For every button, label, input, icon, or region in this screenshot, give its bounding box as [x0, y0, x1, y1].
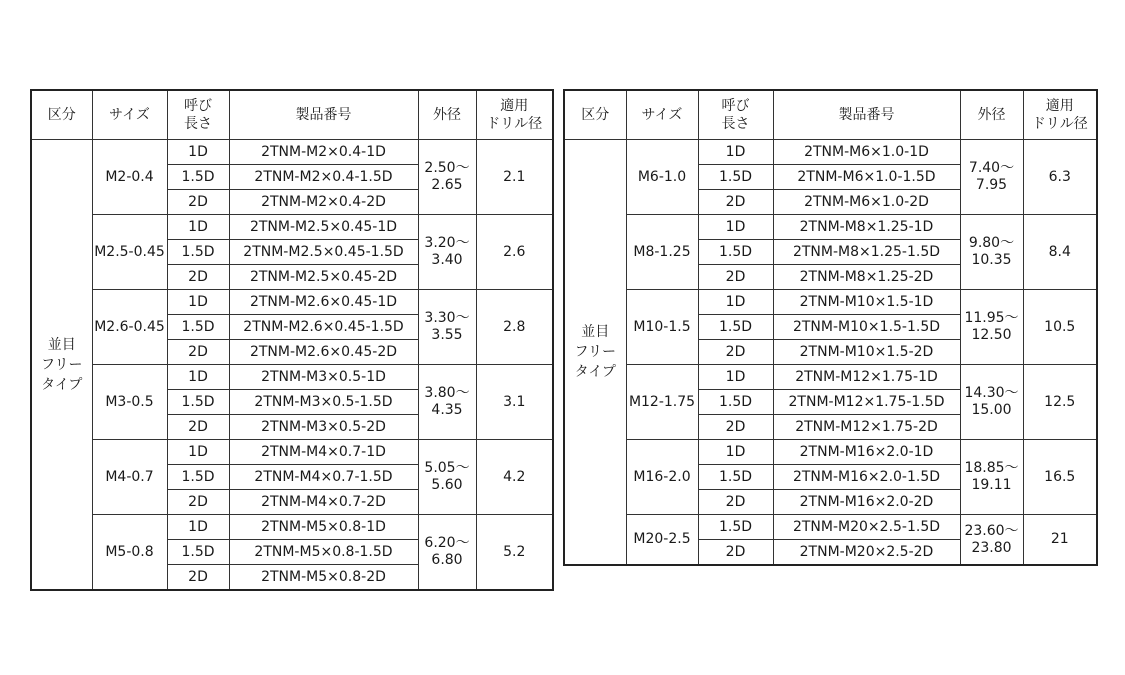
- outer-diameter-cell: [418, 290, 476, 365]
- outer-diameter-cell: [418, 365, 476, 440]
- product-number-cell: 2TNM-M12×1.75-1D: [773, 365, 960, 390]
- product-number-cell: 2TNM-M3×0.5-1.5D: [229, 390, 418, 415]
- size-cell: M5-0.8: [92, 515, 167, 591]
- outer-diameter-line: 3.80～: [424, 385, 470, 401]
- length-cell: 1.5D: [167, 240, 229, 265]
- category-line: 並目: [47, 336, 76, 353]
- outer-diameter-cell: [418, 515, 476, 591]
- product-number-cell: 2TNM-M4×0.7-1D: [229, 440, 418, 465]
- product-number-cell: 2TNM-M4×0.7-1.5D: [229, 465, 418, 490]
- product-number-cell: 2TNM-M6×1.0-1.5D: [773, 165, 960, 190]
- header-yobi-line2: 長さ: [721, 116, 750, 132]
- product-number-cell: 2TNM-M6×1.0-1D: [773, 140, 960, 165]
- product-number-cell: 2TNM-M2.6×0.45-1.5D: [229, 315, 418, 340]
- drill-diameter-cell: 4.2: [476, 440, 553, 515]
- length-cell: 1D: [698, 290, 773, 315]
- outer-diameter-cell: [960, 440, 1023, 515]
- drill-diameter-cell: 16.5: [1023, 440, 1097, 515]
- drill-diameter-cell: 2.6: [476, 215, 553, 290]
- outer-diameter-line: 3.55: [431, 327, 463, 343]
- length-cell: 1.5D: [167, 315, 229, 340]
- length-cell: 1D: [698, 140, 773, 165]
- spec-table-right: [563, 89, 1098, 566]
- outer-diameter-line: 14.30～: [964, 385, 1019, 401]
- length-cell: 1.5D: [698, 315, 773, 340]
- size-cell: M16-2.0: [626, 440, 698, 515]
- table-row: [31, 515, 553, 540]
- table-row: [564, 515, 1097, 540]
- outer-diameter-line: 2.65: [431, 177, 463, 193]
- outer-diameter-cell: [960, 365, 1023, 440]
- length-cell: 2D: [698, 340, 773, 365]
- product-number-cell: 2TNM-M5×0.8-2D: [229, 565, 418, 591]
- outer-diameter-line: 5.60: [431, 477, 463, 493]
- outer-diameter-line: 3.40: [431, 252, 463, 268]
- outer-diameter-line: 7.95: [975, 177, 1008, 193]
- outer-diameter-cell: [418, 215, 476, 290]
- product-number-cell: 2TNM-M12×1.75-1.5D: [773, 390, 960, 415]
- product-number-cell: 2TNM-M2.5×0.45-1D: [229, 215, 418, 240]
- header-outer-diameter: 外径: [960, 90, 1023, 140]
- category-line: 並目: [581, 324, 610, 340]
- product-number-cell: 2TNM-M2.5×0.45-1.5D: [229, 240, 418, 265]
- length-cell: 2D: [698, 540, 773, 566]
- product-number-cell: 2TNM-M20×2.5-2D: [773, 540, 960, 566]
- size-cell: M4-0.7: [92, 440, 167, 515]
- header-product-number: 製品番号: [229, 90, 418, 140]
- table-row: [564, 140, 1097, 165]
- length-cell: 1.5D: [167, 390, 229, 415]
- category-cell: [564, 140, 626, 566]
- outer-diameter-cell: [418, 440, 476, 515]
- header-yobi-length: [167, 90, 229, 140]
- length-cell: 1.5D: [698, 515, 773, 540]
- header-product-number: 製品番号: [773, 90, 960, 140]
- length-cell: 1D: [167, 365, 229, 390]
- outer-diameter-line: 23.80: [971, 539, 1012, 556]
- header-size: サイズ: [626, 90, 698, 140]
- table-row: [31, 440, 553, 465]
- table-row: [564, 290, 1097, 315]
- product-number-cell: 2TNM-M2×0.4-1D: [229, 140, 418, 165]
- header-drill-line2: ドリル径: [1031, 116, 1088, 132]
- length-cell: 2D: [698, 265, 773, 290]
- category-line: タイプ: [574, 364, 616, 380]
- length-cell: 1D: [167, 290, 229, 315]
- size-cell: M8-1.25: [626, 215, 698, 290]
- header-yobi-line1: 呼び: [721, 98, 750, 114]
- length-cell: 1.5D: [167, 165, 229, 190]
- product-number-cell: 2TNM-M8×1.25-1D: [773, 215, 960, 240]
- length-cell: 2D: [167, 190, 229, 215]
- product-number-cell: 2TNM-M2.5×0.45-2D: [229, 265, 418, 290]
- header-yobi-length: [698, 90, 773, 140]
- length-cell: 1D: [167, 515, 229, 540]
- length-cell: 1D: [698, 440, 773, 465]
- header-outer-diameter: 外径: [418, 90, 476, 140]
- table-header-row: [564, 90, 1097, 140]
- length-cell: 2D: [167, 565, 229, 591]
- length-cell: 1D: [167, 215, 229, 240]
- table-row: [31, 290, 553, 315]
- length-cell: 1D: [167, 140, 229, 165]
- outer-diameter-line: 7.40～: [968, 160, 1015, 176]
- size-cell: M2-0.4: [92, 140, 167, 215]
- size-cell: M2.5-0.45: [92, 215, 167, 290]
- drill-diameter-cell: 5.2: [476, 515, 553, 591]
- table-row: [31, 140, 553, 165]
- product-number-cell: 2TNM-M6×1.0-2D: [773, 190, 960, 215]
- length-cell: 2D: [167, 490, 229, 515]
- category-cell: [31, 140, 92, 591]
- outer-diameter-line: 6.20～: [424, 535, 470, 551]
- drill-diameter-cell: 12.5: [1023, 365, 1097, 440]
- product-number-cell: 2TNM-M10×1.5-1.5D: [773, 315, 960, 340]
- size-cell: M10-1.5: [626, 290, 698, 365]
- drill-diameter-cell: 2.1: [476, 140, 553, 215]
- table-row: [564, 215, 1097, 240]
- size-cell: M20-2.5: [626, 515, 698, 566]
- length-cell: 2D: [167, 340, 229, 365]
- product-number-cell: 2TNM-M20×2.5-1.5D: [773, 515, 960, 540]
- category-line: フリー: [41, 356, 83, 373]
- product-number-cell: 2TNM-M3×0.5-2D: [229, 415, 418, 440]
- header-yobi-line1: 呼び: [184, 98, 212, 114]
- outer-diameter-cell: [960, 215, 1023, 290]
- table-row: [564, 365, 1097, 390]
- category-line: タイプ: [41, 376, 83, 393]
- product-number-cell: 2TNM-M8×1.25-1.5D: [773, 240, 960, 265]
- length-cell: 1D: [698, 365, 773, 390]
- product-number-cell: 2TNM-M10×1.5-2D: [773, 340, 960, 365]
- header-yobi-line2: 長さ: [184, 116, 212, 132]
- drill-diameter-cell: 2.8: [476, 290, 553, 365]
- outer-diameter-line: 12.50: [971, 327, 1012, 343]
- outer-diameter-line: 11.95～: [964, 310, 1019, 326]
- outer-diameter-cell: [960, 515, 1023, 566]
- product-number-cell: 2TNM-M16×2.0-1D: [773, 440, 960, 465]
- length-cell: 2D: [698, 190, 773, 215]
- length-cell: 2D: [167, 415, 229, 440]
- header-size: サイズ: [92, 90, 167, 140]
- table-body: [31, 90, 553, 590]
- spec-table-left: [30, 89, 554, 591]
- drill-diameter-cell: 10.5: [1023, 290, 1097, 365]
- length-cell: 2D: [167, 265, 229, 290]
- outer-diameter-line: 3.20～: [424, 235, 470, 251]
- product-number-cell: 2TNM-M8×1.25-2D: [773, 265, 960, 290]
- category-line: フリー: [574, 344, 616, 360]
- length-cell: 1.5D: [167, 465, 229, 490]
- length-cell: 1.5D: [698, 390, 773, 415]
- outer-diameter-line: 10.35: [971, 252, 1012, 268]
- length-cell: 1.5D: [698, 240, 773, 265]
- outer-diameter-cell: [960, 140, 1023, 215]
- product-number-cell: 2TNM-M2.6×0.45-2D: [229, 340, 418, 365]
- length-cell: 1D: [167, 440, 229, 465]
- header-drill-diameter: [1023, 90, 1097, 140]
- product-number-cell: 2TNM-M16×2.0-1.5D: [773, 465, 960, 490]
- outer-diameter-cell: [418, 140, 476, 215]
- length-cell: 1.5D: [698, 465, 773, 490]
- header-drill-diameter: [476, 90, 553, 140]
- size-cell: M6-1.0: [626, 140, 698, 215]
- outer-diameter-line: 15.00: [971, 402, 1012, 418]
- header-kubun: 区分: [31, 90, 92, 140]
- product-number-cell: 2TNM-M3×0.5-1D: [229, 365, 418, 390]
- length-cell: 2D: [698, 415, 773, 440]
- drill-diameter-cell: 21: [1023, 515, 1097, 566]
- outer-diameter-line: 5.05～: [424, 460, 470, 476]
- product-number-cell: 2TNM-M2×0.4-2D: [229, 190, 418, 215]
- outer-diameter-line: 9.80～: [968, 235, 1015, 251]
- table-row: [564, 440, 1097, 465]
- length-cell: 1D: [698, 215, 773, 240]
- outer-diameter-line: 4.35: [431, 402, 463, 418]
- size-cell: M3-0.5: [92, 365, 167, 440]
- table-body: [564, 90, 1097, 565]
- header-drill-line1: 適用: [1045, 98, 1074, 114]
- outer-diameter-line: 2.50～: [424, 160, 470, 176]
- outer-diameter-line: 6.80: [431, 552, 463, 568]
- drill-diameter-cell: 8.4: [1023, 215, 1097, 290]
- size-cell: M2.6-0.45: [92, 290, 167, 365]
- length-cell: 1.5D: [698, 165, 773, 190]
- outer-diameter-line: 18.85～: [964, 460, 1019, 476]
- length-cell: 2D: [698, 490, 773, 515]
- header-drill-line1: 適用: [500, 98, 529, 114]
- product-number-cell: 2TNM-M2×0.4-1.5D: [229, 165, 418, 190]
- header-drill-line2: ドリル径: [486, 116, 543, 132]
- drill-diameter-cell: 6.3: [1023, 140, 1097, 215]
- table-row: [31, 215, 553, 240]
- outer-diameter-line: 3.30～: [424, 310, 470, 326]
- product-number-cell: 2TNM-M2.6×0.45-1D: [229, 290, 418, 315]
- product-number-cell: 2TNM-M5×0.8-1.5D: [229, 540, 418, 565]
- product-number-cell: 2TNM-M4×0.7-2D: [229, 490, 418, 515]
- drill-diameter-cell: 3.1: [476, 365, 553, 440]
- table-header-row: [31, 90, 553, 140]
- product-number-cell: 2TNM-M12×1.75-2D: [773, 415, 960, 440]
- header-kubun: 区分: [564, 90, 626, 140]
- outer-diameter-cell: [960, 290, 1023, 365]
- size-cell: M12-1.75: [626, 365, 698, 440]
- table-row: [31, 365, 553, 390]
- outer-diameter-line: 23.60～: [964, 522, 1019, 539]
- outer-diameter-line: 19.11: [971, 477, 1012, 493]
- product-number-cell: 2TNM-M5×0.8-1D: [229, 515, 418, 540]
- length-cell: 1.5D: [167, 540, 229, 565]
- product-number-cell: 2TNM-M16×2.0-2D: [773, 490, 960, 515]
- product-number-cell: 2TNM-M10×1.5-1D: [773, 290, 960, 315]
